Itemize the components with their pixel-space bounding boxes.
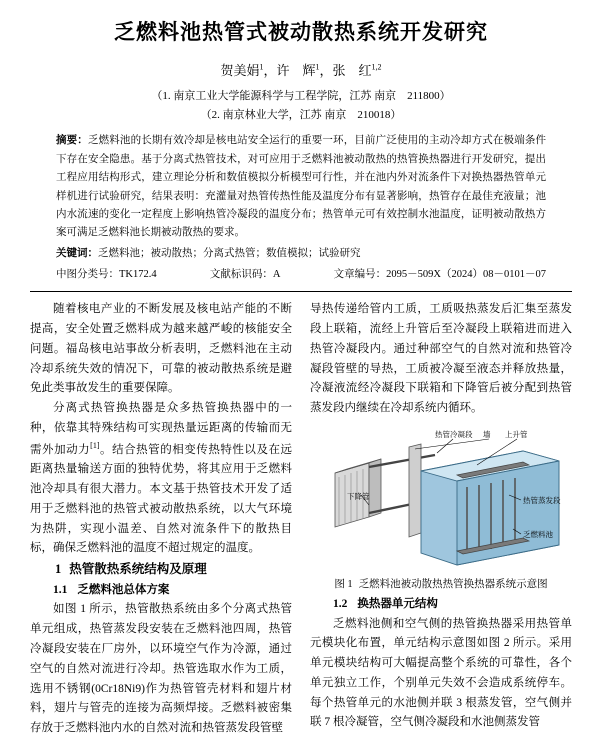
citation-ref: [1] <box>90 440 100 450</box>
document-code <box>210 265 281 284</box>
section-heading-1 <box>30 559 292 581</box>
left-column <box>30 300 292 738</box>
paragraph-cycle: 导热传递给管内工质，工质吸热蒸发后汇集至蒸发段上联箱，流经上升管后至冷凝段上联箱进而进入热管冷凝段内。通过种部空气的自然对流和热管冷凝段管壁的导热，工质被冷凝至液态并释放热量，冷凝液流经冷凝段下联箱和下降管后被分配到热管蒸发段内继续在冷却系统内循环。 <box>310 303 572 415</box>
doc-code-value: A <box>272 269 281 280</box>
clc-value: TK172.4 <box>119 269 157 280</box>
article-id-value: 2095－509X（2024）08－0101－07 <box>386 269 546 280</box>
affiliation-1: （1. 南京工业大学能源科学与工程学院，江苏 南京 211800） <box>151 90 451 102</box>
section-1-number: 1 <box>55 562 62 577</box>
subsection-1-2-number: 1.2 <box>333 597 348 610</box>
keywords-text: 乏燃料池；被动散热；分离式热管；数值模拟；试验研究 <box>98 247 361 259</box>
author-1-affil-marker: 1 <box>259 62 264 72</box>
heat-pipe-system-diagram <box>317 425 565 573</box>
keywords-label: 关键词： <box>56 247 98 259</box>
figure-1-caption <box>310 577 572 593</box>
right-column <box>310 300 572 738</box>
abstract-text: 乏燃料池的长期有效冷却是核电站安全运行的重要一环，目前广泛使用的主动冷却方式在极端条件下存在安全隐患。基于分离式热管技术，对可应用于乏燃料池被动散热的热管换热器进行开发研究，提出工程应用结构形式，建立理论分析和数值模拟分析模型可行性，并在池内外对流条件下对换热器热管单元样机进行试验研究，结果表明：充灌量对热管传热性能及温度分布有显著影响，热管存在最佳充液量；池内水流速的变化一定程度上影响热管冷凝段的温度分布；热管单元可有效控制水池温度，证明被动散热方案可满足乏燃料池长期被动散热的要求。 <box>56 135 547 239</box>
figure-1 <box>310 425 572 593</box>
subsection-1-1-number: 1.1 <box>53 583 68 596</box>
author-3-affil-marker: 1,2 <box>371 62 382 72</box>
two-column-body <box>30 300 572 738</box>
abstract-label: 摘要： <box>56 135 88 147</box>
article-id-label: 文章编号： <box>333 269 387 280</box>
svg-text:墙: 墙 <box>483 430 491 440</box>
paragraph-heatpipe-b: 。结合热管的相变传热特性以及在远距离热量输送方面的独特优势，将其应用于乏燃料池冷却具有很大潜力。本文基于热管技术开发了适用于乏燃料池的热管式被动散热系统，以大气环境为热阱，实现小温差、自然对流条件下的散热目标，确保乏燃料池的温度不超过规定的温度。 <box>30 443 293 555</box>
svg-text:热管冷凝段: 热管冷凝段 <box>435 430 473 440</box>
paragraph-intro: 随着核电产业的不断发展及核电站产能的不断提高，安全处置乏燃料成为越来越严峻的核能安全问题。福岛核电站事故分析表明，乏燃料池在主动冷却系统失效的情况下，可靠的被动散热系统是避免此类事故发生的重要保障。 <box>30 303 292 395</box>
author-2: ，许 辉 <box>263 63 316 78</box>
paragraph-overall-scheme: 如图 1 所示，热管散热系统由多个分离式热管单元组成，热管蒸发段安装在乏燃料池四周，热管冷凝段安装在厂房外，以环境空气作为冷源，通过空气的自然对流进行冷却。热管选取水作为工质，选用不锈钢(0Cr18Ni9)作为热管管壳材料和翅片材料，翅片与管壳的连接为高频焊接。乏燃料被密集存放于乏燃料池内水的自然对流和热管蒸发段管壁 <box>30 603 292 735</box>
affiliation-2: （2. 南京林业大学，江苏 南京 210018） <box>200 108 402 121</box>
header-divider <box>30 291 572 292</box>
author-1: 贺美娟 <box>220 63 260 78</box>
svg-text:上升管: 上升管 <box>505 430 528 440</box>
author-2-affil-marker: 1 <box>315 62 320 72</box>
subsection-1-2-title: 换热器单元结构 <box>357 597 438 610</box>
article-id <box>334 265 546 284</box>
paragraph-unit-structure: 乏燃料池侧和空气侧的热管换热器采用热管单元模块化布置，单元结构示意图如图 2 所示。采用单元模块结构可大幅提高整个系统的可靠性，各个单元独立工作，个别单元失效不会造成系统停车。每个热管单元的水池侧并联 3 根蒸发管，空气侧并联 7 根冷凝管，空气侧冷凝段和水池侧蒸发管 <box>310 617 572 729</box>
clc-number <box>56 265 157 284</box>
subsection-heading-1-2 <box>310 595 572 615</box>
figure-1-caption-text: 乏燃料池被动散热热管换热器系统示意图 <box>358 579 548 591</box>
author-list <box>30 60 572 79</box>
figure-1-image <box>310 425 572 573</box>
doc-code-label: 文献标识码： <box>209 269 273 280</box>
subsection-heading-1-1 <box>30 581 292 601</box>
clc-label: 中图分类号： <box>56 269 119 280</box>
abstract <box>56 132 546 242</box>
subsection-1-1-title: 乏燃料池总体方案 <box>77 583 170 596</box>
figure-1-label: 图 1 <box>334 579 353 591</box>
paragraph-heatpipe-a: 分离式热管换热器是众多热管换热器中的一种，依靠其特殊结构可实现热量远距离的传输而无需外加动力 <box>30 402 292 456</box>
paragraph-heatpipe <box>30 399 292 559</box>
keywords <box>56 245 546 263</box>
page-title: 乏燃料池热管式被动散热系统开发研究 <box>114 20 488 44</box>
section-1-title: 热管散热系统结构及原理 <box>69 562 207 577</box>
svg-text:下降管: 下降管 <box>347 492 370 502</box>
svg-text:乏燃料池: 乏燃料池 <box>523 530 553 540</box>
author-3: ，张 红 <box>319 63 372 78</box>
publication-meta <box>56 265 546 284</box>
svg-text:热管蒸发段: 热管蒸发段 <box>523 496 561 506</box>
